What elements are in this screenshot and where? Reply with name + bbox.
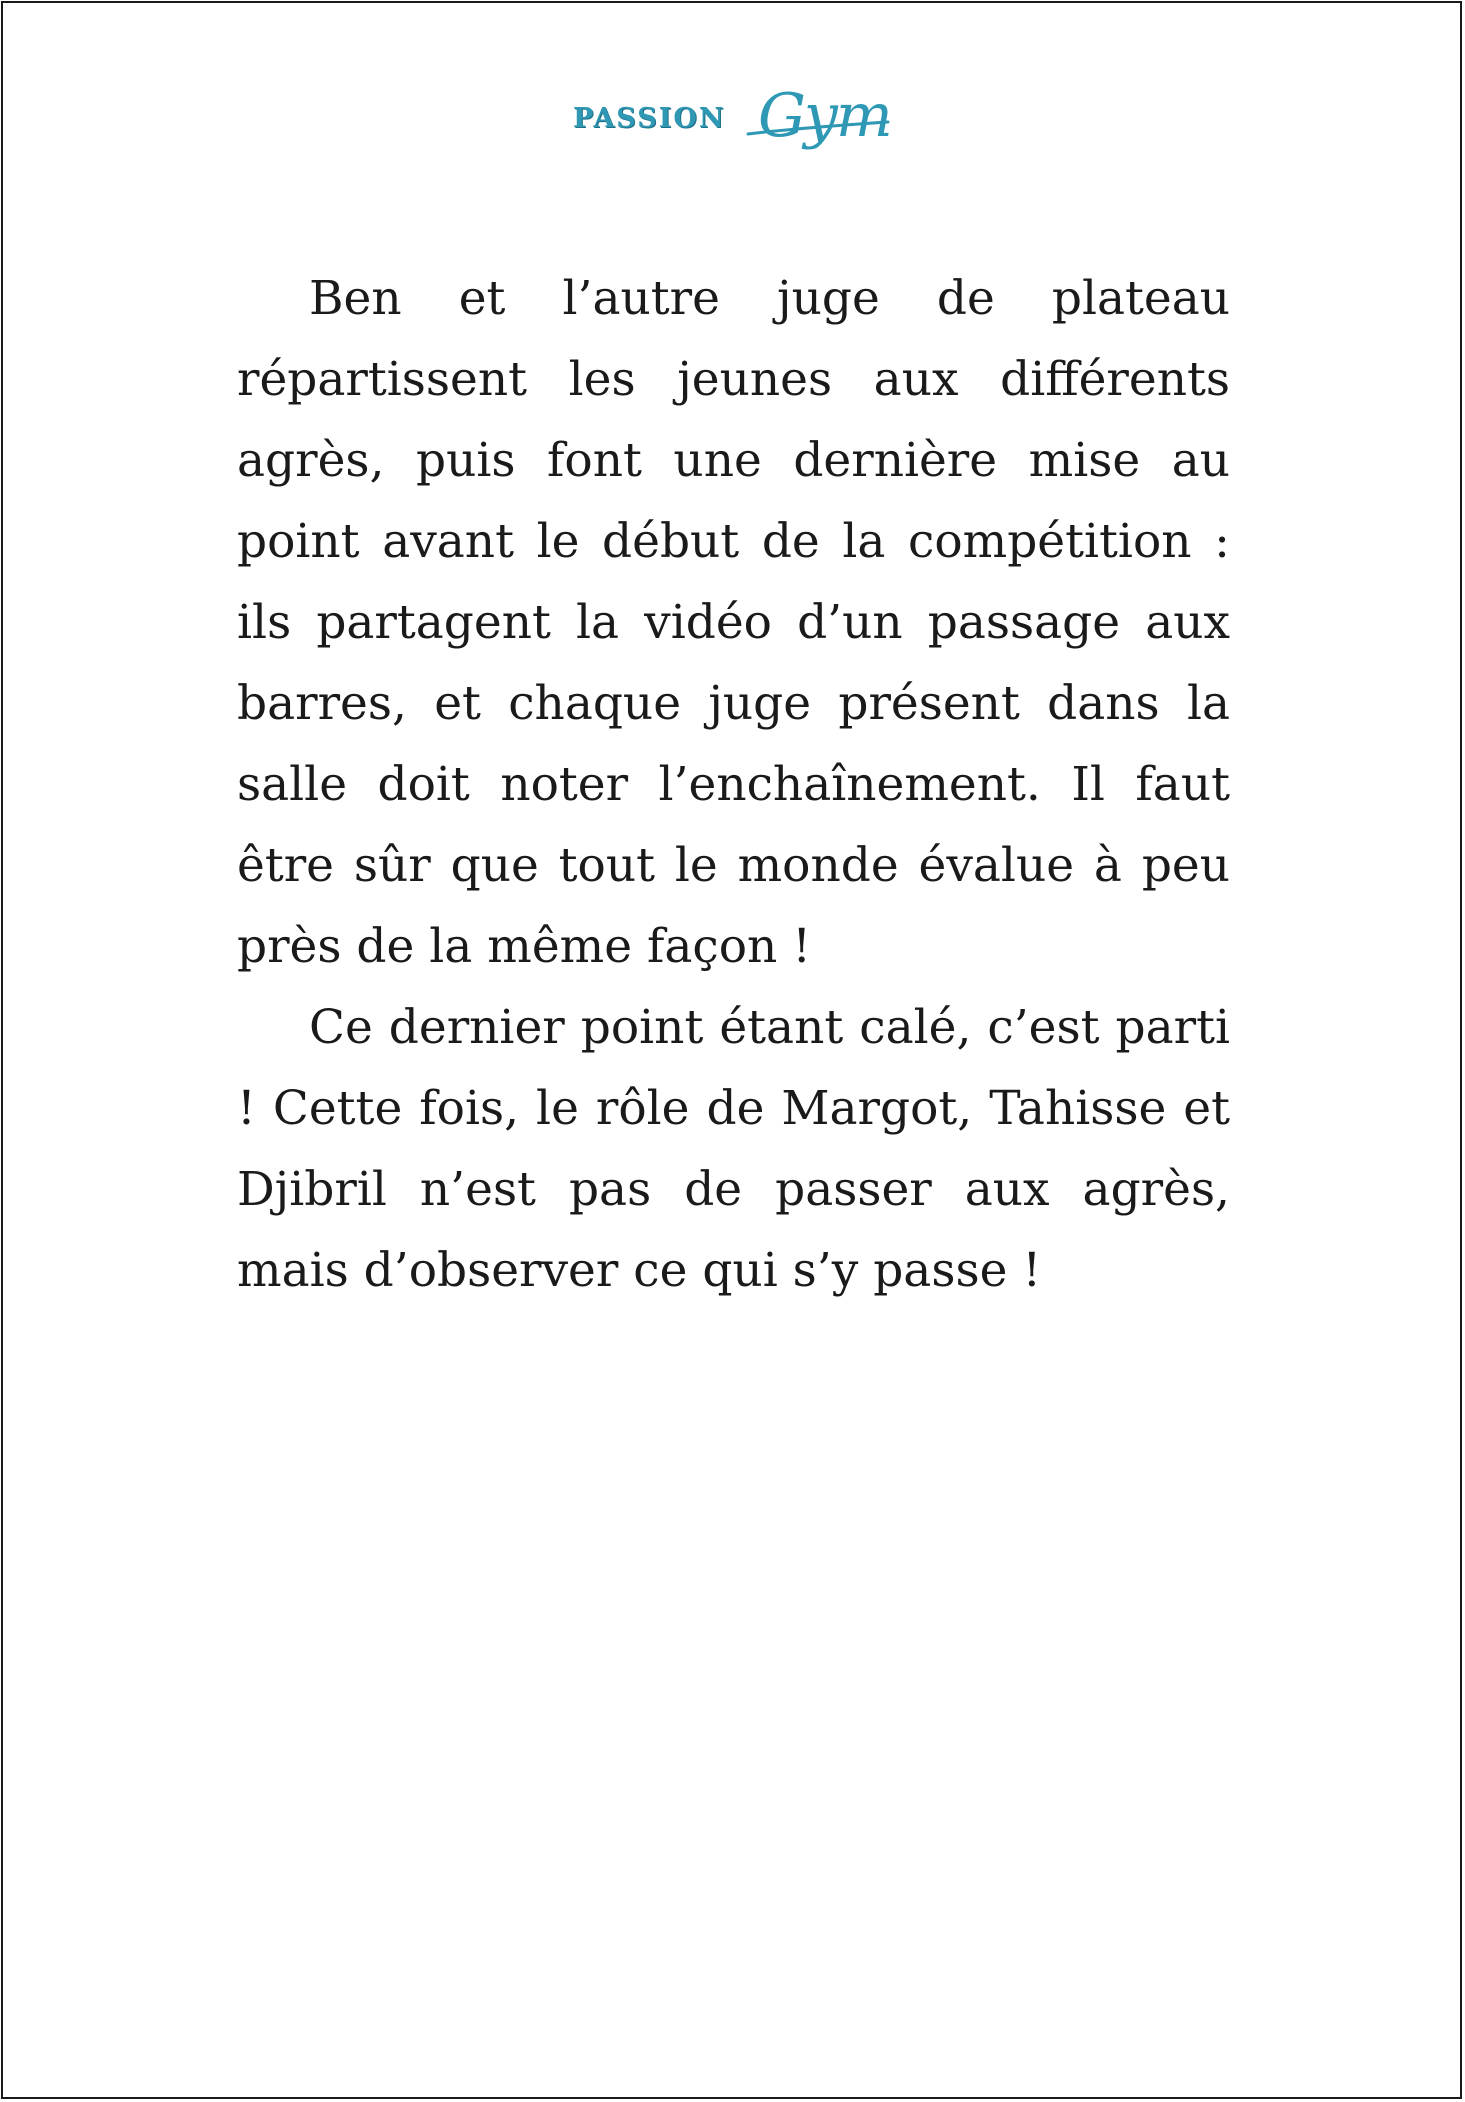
book-page [1,1,1462,2099]
logo-swash-icon [568,78,908,188]
logo-word: PASSION [573,103,726,134]
body-text [237,258,1230,1311]
paragraph-1: Ben et l’autre juge de plateau répartissent les jeunes aux différents agrès, puis font une dernière mise au point avant le début de la compétition : ils partagent la vidéo d’un passage aux barres, et chaque juge présent dans la salle doit noter l’enchaînement. Il faut être sûr que tout le monde évalue à peu près de la même façon ! [237,271,1230,974]
logo-script: Gym [758,81,891,151]
page-header [3,78,1460,188]
paragraph-2: Ce dernier point étant calé, c’est parti ! Cette fois, le rôle de Margot, Tahisse et Djibril n’est pas de passer aux agrès, mais d’observer ce qui s’y passe ! [237,1000,1230,1298]
passion-gym-logo [568,78,908,188]
